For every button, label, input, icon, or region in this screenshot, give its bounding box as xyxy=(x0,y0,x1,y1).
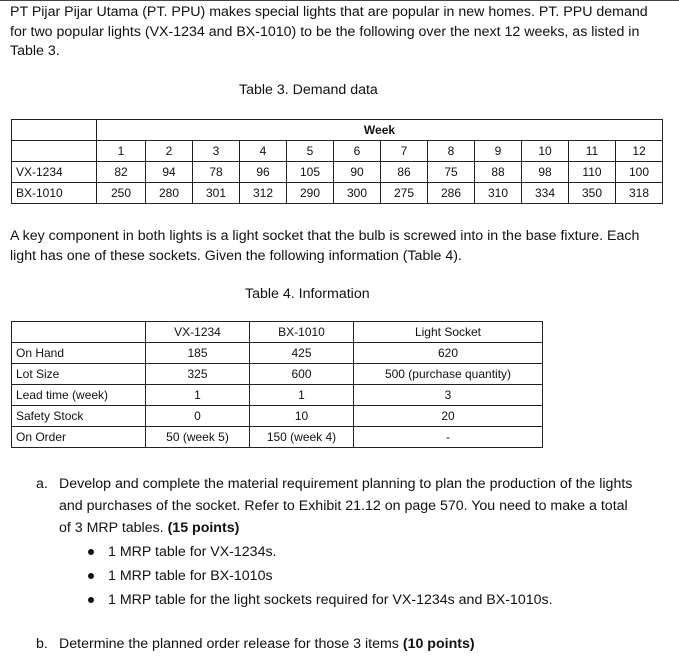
demand-cell: 75 xyxy=(428,162,475,183)
list-item-text: 1 MRP table for the light sockets required for VX-1234s and BX-1010s. xyxy=(108,592,553,608)
table-row xyxy=(12,183,663,204)
row-label: BX-1010 xyxy=(12,183,97,204)
info-cell: 20 xyxy=(354,406,543,427)
table4-caption: Table 4. Information xyxy=(245,286,370,302)
demand-cell: 280 xyxy=(146,183,193,204)
demand-cell: 300 xyxy=(334,183,381,204)
intro-paragraph: PT Pijar Pijar Utama (PT. PPU) makes special lights that are popular in new homes. PT. PPU demand for two popular lights (VX-1234 and BX-1010) to be the following over the next 12 weeks, as listed in Table 3. xyxy=(10,4,648,59)
row-label: On Hand xyxy=(12,343,146,364)
demand-cell: 88 xyxy=(475,162,522,183)
info-table xyxy=(11,321,543,448)
question-b-letter: b. xyxy=(36,636,48,652)
table-row xyxy=(12,162,663,183)
demand-cell: 96 xyxy=(240,162,287,183)
question-b-points: (10 points) xyxy=(402,636,475,652)
demand-cell: 312 xyxy=(240,183,287,204)
info-cell: 10 xyxy=(250,406,354,427)
table-row xyxy=(12,385,543,406)
question-b-body xyxy=(59,633,636,655)
row-label: VX-1234 xyxy=(12,162,97,183)
list-item xyxy=(88,540,553,564)
week-number: 10 xyxy=(522,141,569,162)
table3-caption: Table 3. Demand data xyxy=(239,82,378,98)
demand-cell: 105 xyxy=(287,162,334,183)
column-header: BX-1010 xyxy=(250,322,354,343)
demand-cell: 82 xyxy=(97,162,146,183)
info-header-row xyxy=(12,322,543,343)
week-number: 12 xyxy=(616,141,663,162)
empty-corner-cell xyxy=(12,322,146,343)
empty-corner-cell xyxy=(12,120,97,141)
week-header: Week xyxy=(97,120,663,141)
table-row xyxy=(12,406,543,427)
question-b-text: Determine the planned order release for those 3 items xyxy=(59,636,399,652)
list-item xyxy=(88,588,553,612)
info-cell: 500 (purchase quantity) xyxy=(354,364,543,385)
demand-cell: 100 xyxy=(616,162,663,183)
demand-cell: 90 xyxy=(334,162,381,183)
week-number: 3 xyxy=(193,141,240,162)
info-cell: 425 xyxy=(250,343,354,364)
info-cell: 3 xyxy=(354,385,543,406)
info-cell: 50 (week 5) xyxy=(146,427,250,448)
top-rule xyxy=(0,0,679,1)
demand-cell: 290 xyxy=(287,183,334,204)
row-label: Lot Size xyxy=(12,364,146,385)
empty-label-cell xyxy=(12,141,97,162)
demand-cell: 318 xyxy=(616,183,663,204)
info-cell: 325 xyxy=(146,364,250,385)
list-item xyxy=(88,564,553,588)
bullet-icon xyxy=(88,549,94,555)
table-row xyxy=(12,343,543,364)
demand-cell: 110 xyxy=(569,162,616,183)
list-item-text: 1 MRP table for BX-1010s xyxy=(108,568,273,584)
info-cell: 0 xyxy=(146,406,250,427)
question-a xyxy=(36,473,636,539)
week-number: 1 xyxy=(97,141,146,162)
socket-paragraph: A key component in both lights is a light socket that the bulb is screwed into in the base fixture. Each light has one of these sockets. Given the following information (Table 4). xyxy=(10,228,640,264)
week-number: 7 xyxy=(381,141,428,162)
question-b xyxy=(36,633,636,655)
week-number: 5 xyxy=(287,141,334,162)
demand-cell: 250 xyxy=(97,183,146,204)
column-header: Light Socket xyxy=(354,322,543,343)
table-row xyxy=(12,364,543,385)
info-cell: - xyxy=(354,427,543,448)
demand-cell: 275 xyxy=(381,183,428,204)
week-header-row xyxy=(12,120,663,141)
demand-cell: 98 xyxy=(522,162,569,183)
info-cell: 1 xyxy=(250,385,354,406)
info-cell: 620 xyxy=(354,343,543,364)
mrp-table-list xyxy=(88,540,553,612)
demand-cell: 86 xyxy=(381,162,428,183)
demand-cell: 310 xyxy=(475,183,522,204)
table-row xyxy=(12,427,543,448)
info-cell: 1 xyxy=(146,385,250,406)
row-label: Lead time (week) xyxy=(12,385,146,406)
demand-cell: 350 xyxy=(569,183,616,204)
row-label: Safety Stock xyxy=(12,406,146,427)
info-cell: 150 (week 4) xyxy=(250,427,354,448)
list-item-text: 1 MRP table for VX-1234s. xyxy=(108,544,277,560)
demand-cell: 334 xyxy=(522,183,569,204)
demand-cell: 94 xyxy=(146,162,193,183)
demand-table xyxy=(11,119,663,204)
question-a-text: Develop and complete the material requirement planning to plan the production of the lights and purchases of the socket. Refer to Exhibit 21.12 on page 570. You need to make a total of 3 MRP tables. xyxy=(59,476,633,536)
week-number-row xyxy=(12,141,663,162)
row-label: On Order xyxy=(12,427,146,448)
week-number: 11 xyxy=(569,141,616,162)
bullet-icon xyxy=(88,573,94,579)
week-number: 9 xyxy=(475,141,522,162)
info-cell: 185 xyxy=(146,343,250,364)
question-a-body xyxy=(59,473,636,539)
demand-cell: 301 xyxy=(193,183,240,204)
demand-cell: 286 xyxy=(428,183,475,204)
info-cell: 600 xyxy=(250,364,354,385)
column-header: VX-1234 xyxy=(146,322,250,343)
week-number: 2 xyxy=(146,141,193,162)
question-a-points: (15 points) xyxy=(167,520,240,536)
question-a-letter: a. xyxy=(36,476,48,492)
week-number: 4 xyxy=(240,141,287,162)
week-number: 8 xyxy=(428,141,475,162)
demand-cell: 78 xyxy=(193,162,240,183)
bullet-icon xyxy=(88,597,94,603)
week-number: 6 xyxy=(334,141,381,162)
